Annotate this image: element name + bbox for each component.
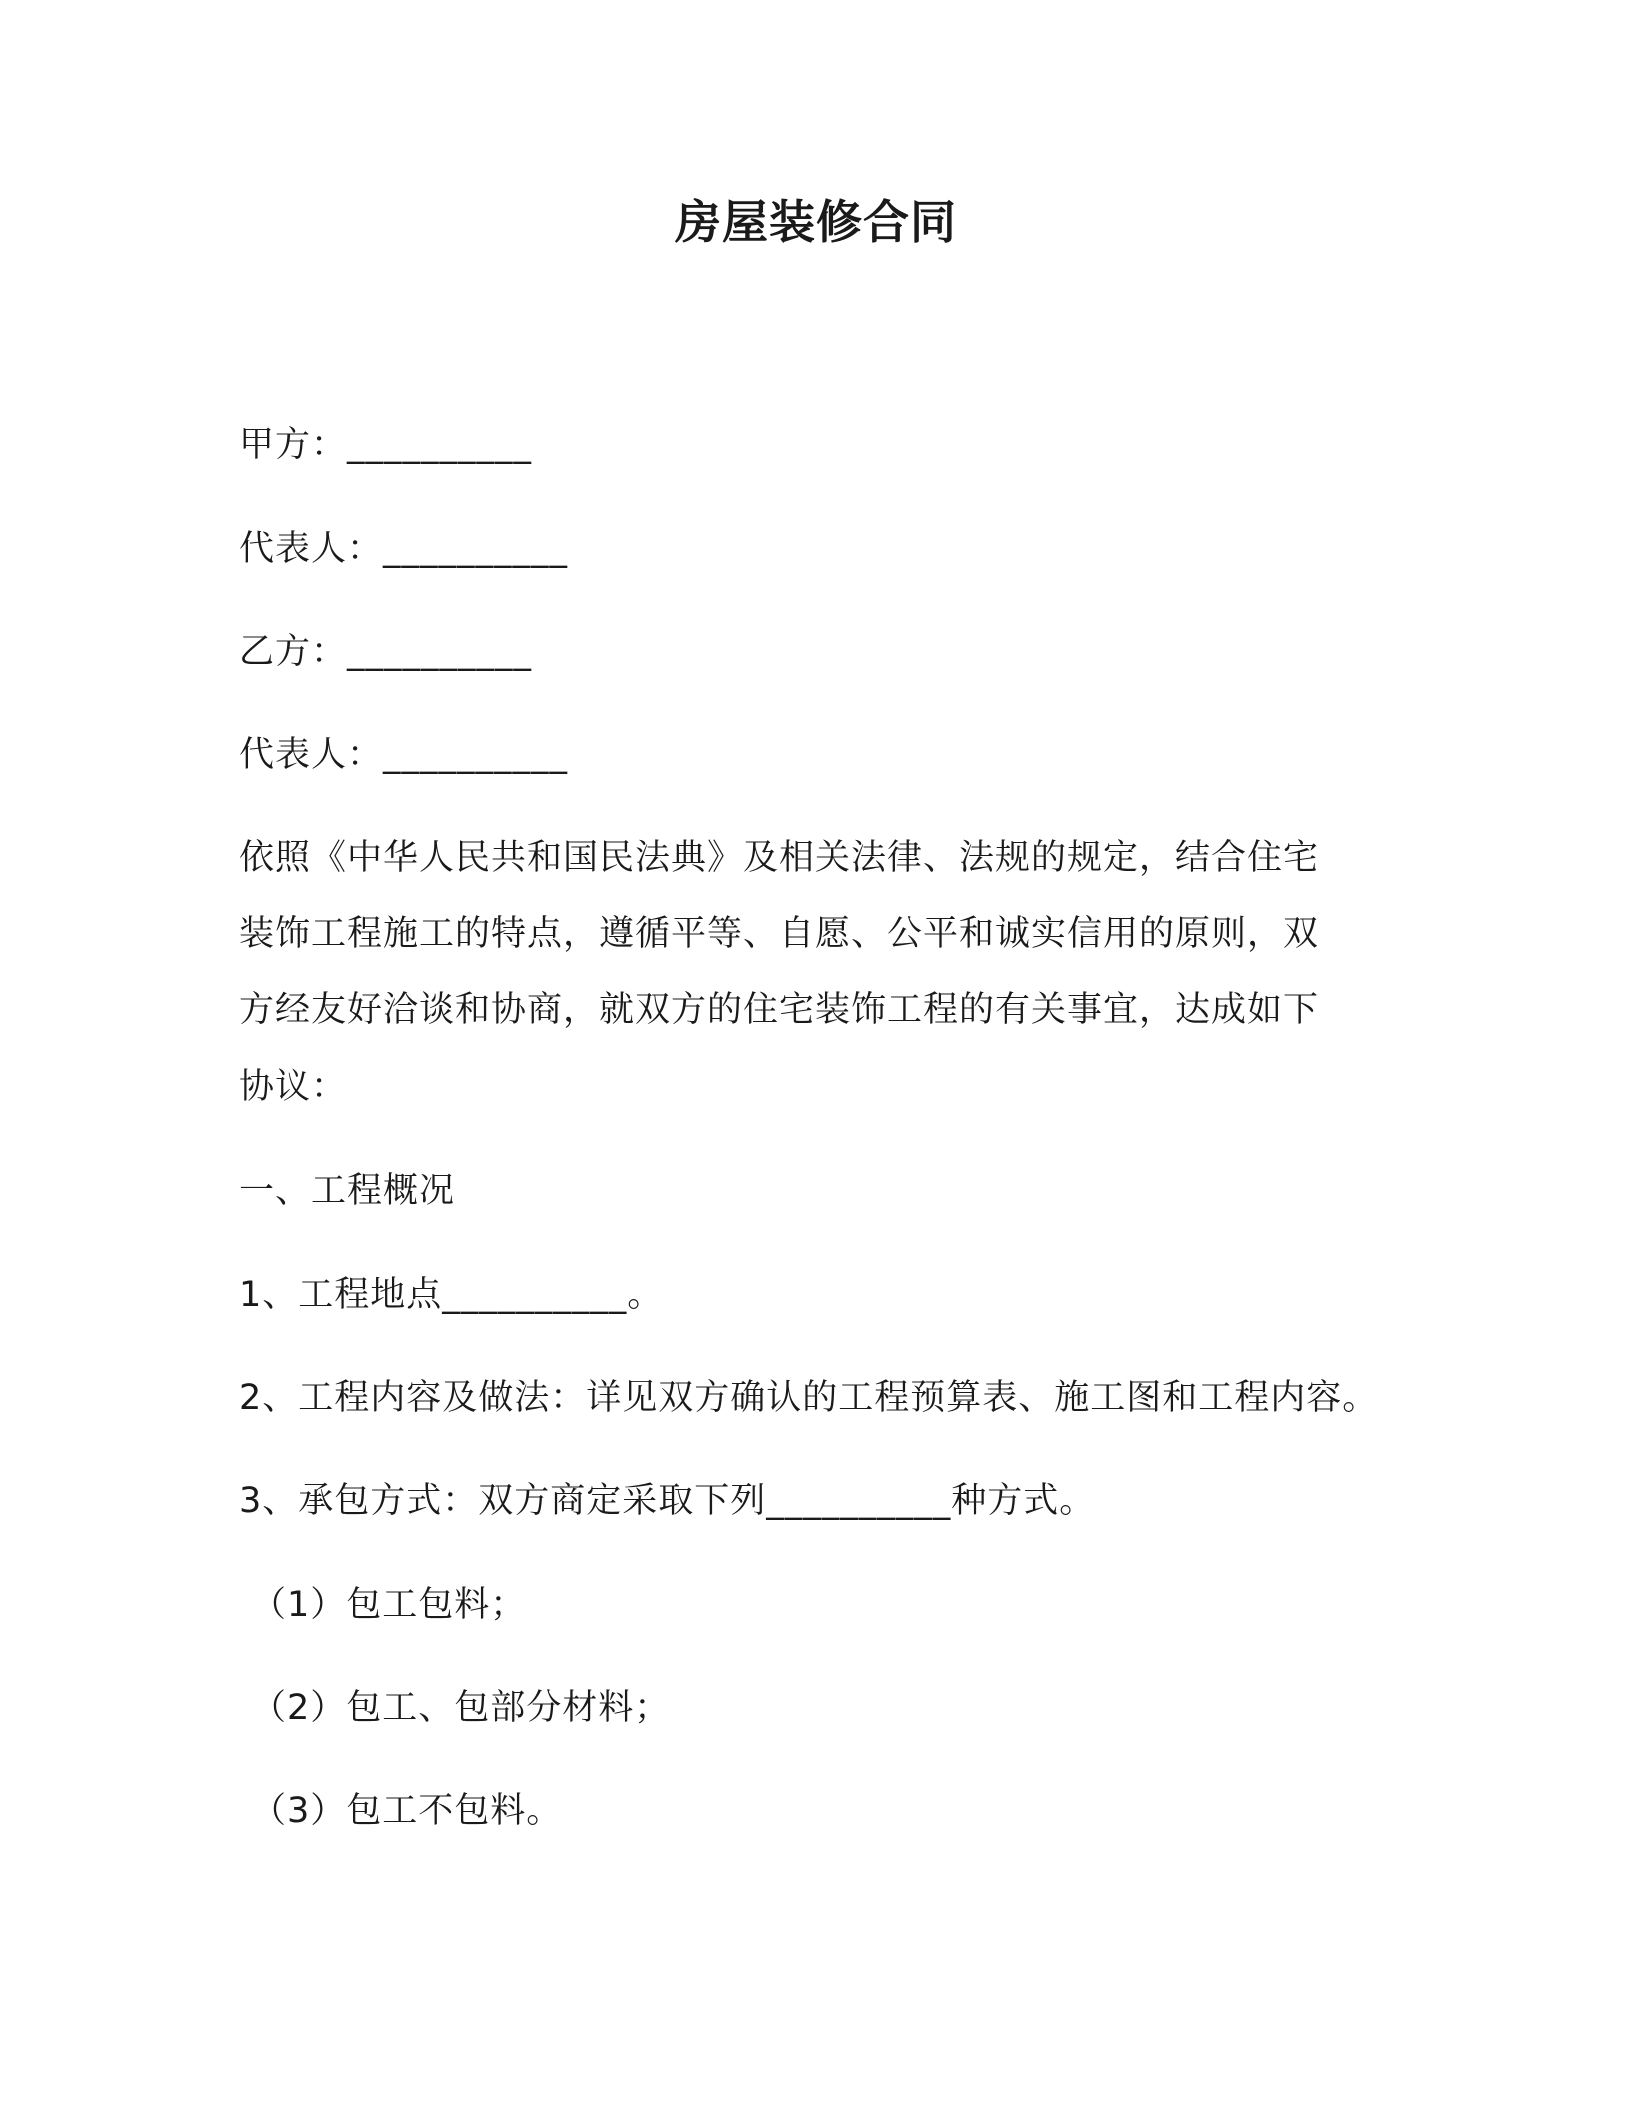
clause-1: 1、工程地点__________。 (239, 1275, 664, 1315)
party-b-line: 乙方：__________ (239, 632, 533, 672)
section-heading: 一、工程概况 (239, 1171, 456, 1211)
option-2: （2）包工、包部分材料； (251, 1688, 671, 1728)
party-a-line: 甲方：__________ (239, 425, 533, 465)
representative-b-line: 代表人：__________ (239, 735, 569, 775)
clause-2: 2、工程内容及做法：详见双方确认的工程预算表、施工图和工程内容。 (239, 1378, 1379, 1418)
option-1: （1）包工包料； (251, 1585, 527, 1625)
option-3: （3）包工不包料。 (251, 1791, 563, 1831)
preamble-line-1: 依照《中华人民共和国民法典》及相关法律、法规的规定，结合住宅 (239, 838, 1320, 878)
document-title: 房屋装修合同 (675, 195, 957, 249)
preamble-line-4: 协议： (239, 1067, 348, 1107)
clause-3: 3、承包方式：双方商定采取下列__________种方式。 (239, 1481, 1096, 1521)
preamble-line-2: 装饰工程施工的特点，遵循平等、自愿、公平和诚实信用的原则，双 (239, 914, 1320, 954)
representative-a-line: 代表人：__________ (239, 529, 569, 569)
preamble-line-3: 方经友好洽谈和协商，就双方的住宅装饰工程的有关事宜，达成如下 (239, 990, 1320, 1030)
